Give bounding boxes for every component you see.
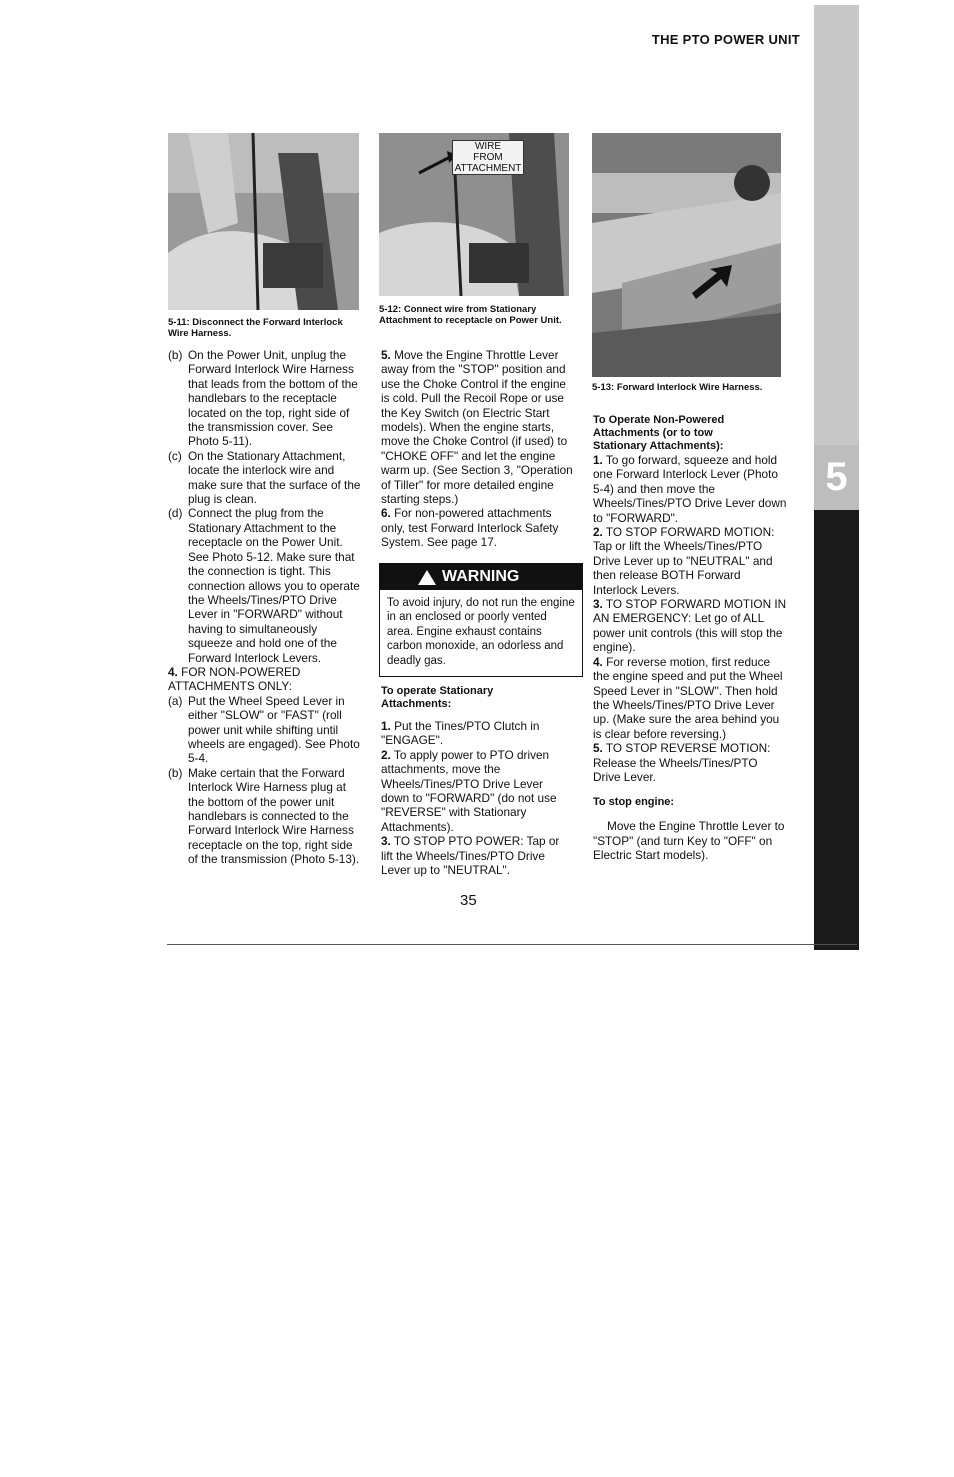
- caption-5-13: 5-13: Forward Interlock Wire Harness.: [592, 382, 763, 393]
- photo-5-12-label: WIRE FROM ATTACHMENT: [452, 140, 524, 175]
- bottom-rule: [167, 944, 857, 945]
- column-2-lower: [381, 685, 573, 877]
- stationary-step-2: 2. To apply power to PTO driven attachments, move the Wheels/Tines/PTO Drive Lever down to "FORWARD" (do not use "REVERSE" with Stationary Attachments).: [381, 747, 557, 834]
- subheading-non-powered: To Operate Non-Powered Attachments (or to tow Stationary Attachments):: [593, 414, 725, 452]
- section-number: 5: [814, 445, 859, 510]
- non-powered-step-1: 1. To go forward, squeeze and hold one Forward Interlock Lever (Photo 5-4) and then move the Wheels/Tines/PTO Drive Lever down to "FORWARD".: [593, 453, 787, 525]
- warning-text: To avoid injury, do not run the engine in an enclosed or poorly vented area. Engine exhaust contains carbon monoxide, an odorless and deadly gas.: [387, 597, 575, 667]
- photo-5-11: [168, 133, 359, 310]
- list-item: (b) On the Power Unit, unplug the Forward Interlock Wire Harness that leads from the bottom of the handlebars to the receptacle located on the top, right side of the transmission cover. See Photo 5-11).: [168, 348, 358, 449]
- section-tab: [814, 5, 859, 945]
- list-item: (d) Connect the plug from the Stationary Attachment to the receptacle on the Power Unit. See Photo 5-12. Make sure that the connection is tight. This connection allows you to operate the Wheels/Tines/PTO Drive Lever in "FORWARD" without having to simultaneously squeeze and hold one of the Forward Interlock Levers.: [168, 506, 360, 665]
- stationary-step-3: 3. TO STOP PTO POWER: Tap or lift the Wheels/Tines/PTO Drive Lever up to "NEUTRAL".: [381, 834, 560, 878]
- list-item: (a) Put the Wheel Speed Lever in either "SLOW" or "FAST" (roll power unit while shifting until wheels are engaged). See Photo 5-4.: [168, 693, 360, 766]
- non-powered-step-4: 4. For reverse motion, first reduce the engine speed and put the Wheel Speed Lever in "SLOW". Then hold the Wheels/Tines/PTO Drive Lever up. (Make sure the area behind you is clear before reversing.): [593, 654, 783, 741]
- section-tab-dark: [814, 510, 859, 950]
- step-5: 5. Move the Engine Throttle Lever away from the "STOP" position and use the Choke Control if the engine is cold. Pull the Recoil Rope or use the Key Switch (on Electric Start models). When the engine starts, move the Choke Control (if used) to "CHOKE OFF" and let the engine warm up. (See Section 3, "Operation of Tiller" for more detailed engine starting steps.): [381, 348, 573, 507]
- photo-5-13: [592, 133, 781, 377]
- list-item: (b) Make certain that the Forward Interlock Wire Harness plug at the bottom of the power unit handlebars is connected to the Forward Interlock Wire Harness receptacle on the top, right side of the transmission (Photo 5-13).: [168, 765, 360, 867]
- page-header: THE PTO POWER UNIT: [651, 32, 800, 47]
- caption-5-12: 5-12: Connect wire from Stationary Attachment to receptacle on Power Unit.: [379, 304, 562, 326]
- column-2: [381, 348, 573, 550]
- warning-icon: [418, 570, 436, 585]
- caption-5-11: 5-11: Disconnect the Forward Interlock Wire Harness.: [168, 317, 343, 339]
- stop-engine-text: Move the Engine Throttle Lever to "STOP" (and turn Key to "OFF" on Electric Start models).: [593, 819, 785, 863]
- page-number: 35: [460, 892, 477, 909]
- step-6: 6. For non-powered attachments only, test Forward Interlock Safety System. See page 17.: [381, 506, 559, 550]
- non-powered-step-3: 3. TO STOP FORWARD MOTION IN AN EMERGENCY: Let go of ALL power unit controls (this will stop the engine).: [593, 597, 787, 655]
- column-1: [168, 348, 361, 867]
- non-powered-step-5: 5. TO STOP REVERSE MOTION: Release the Wheels/Tines/PTO Drive Lever.: [593, 741, 771, 784]
- stationary-step-1: 1. Put the Tines/PTO Clutch in "ENGAGE".: [381, 719, 540, 748]
- subheading-stationary: To operate Stationary Attachments:: [381, 685, 494, 710]
- list-item: (c) On the Stationary Attachment, locate the interlock wire and make sure that the surface of the plug is clean.: [168, 448, 361, 507]
- step-4: 4. FOR NON-POWERED ATTACHMENTS ONLY:: [168, 664, 301, 694]
- warning-header: WARNING: [380, 564, 582, 590]
- subheading-stop-engine: To stop engine:: [593, 796, 675, 809]
- column-3: [593, 414, 787, 863]
- warning-box: [379, 563, 583, 677]
- non-powered-step-2: 2. TO STOP FORWARD MOTION: Tap or lift the Wheels/Tines/PTO Drive Lever up to "NEUTRAL" and then release BOTH Forward Interlock Levers.: [593, 525, 775, 597]
